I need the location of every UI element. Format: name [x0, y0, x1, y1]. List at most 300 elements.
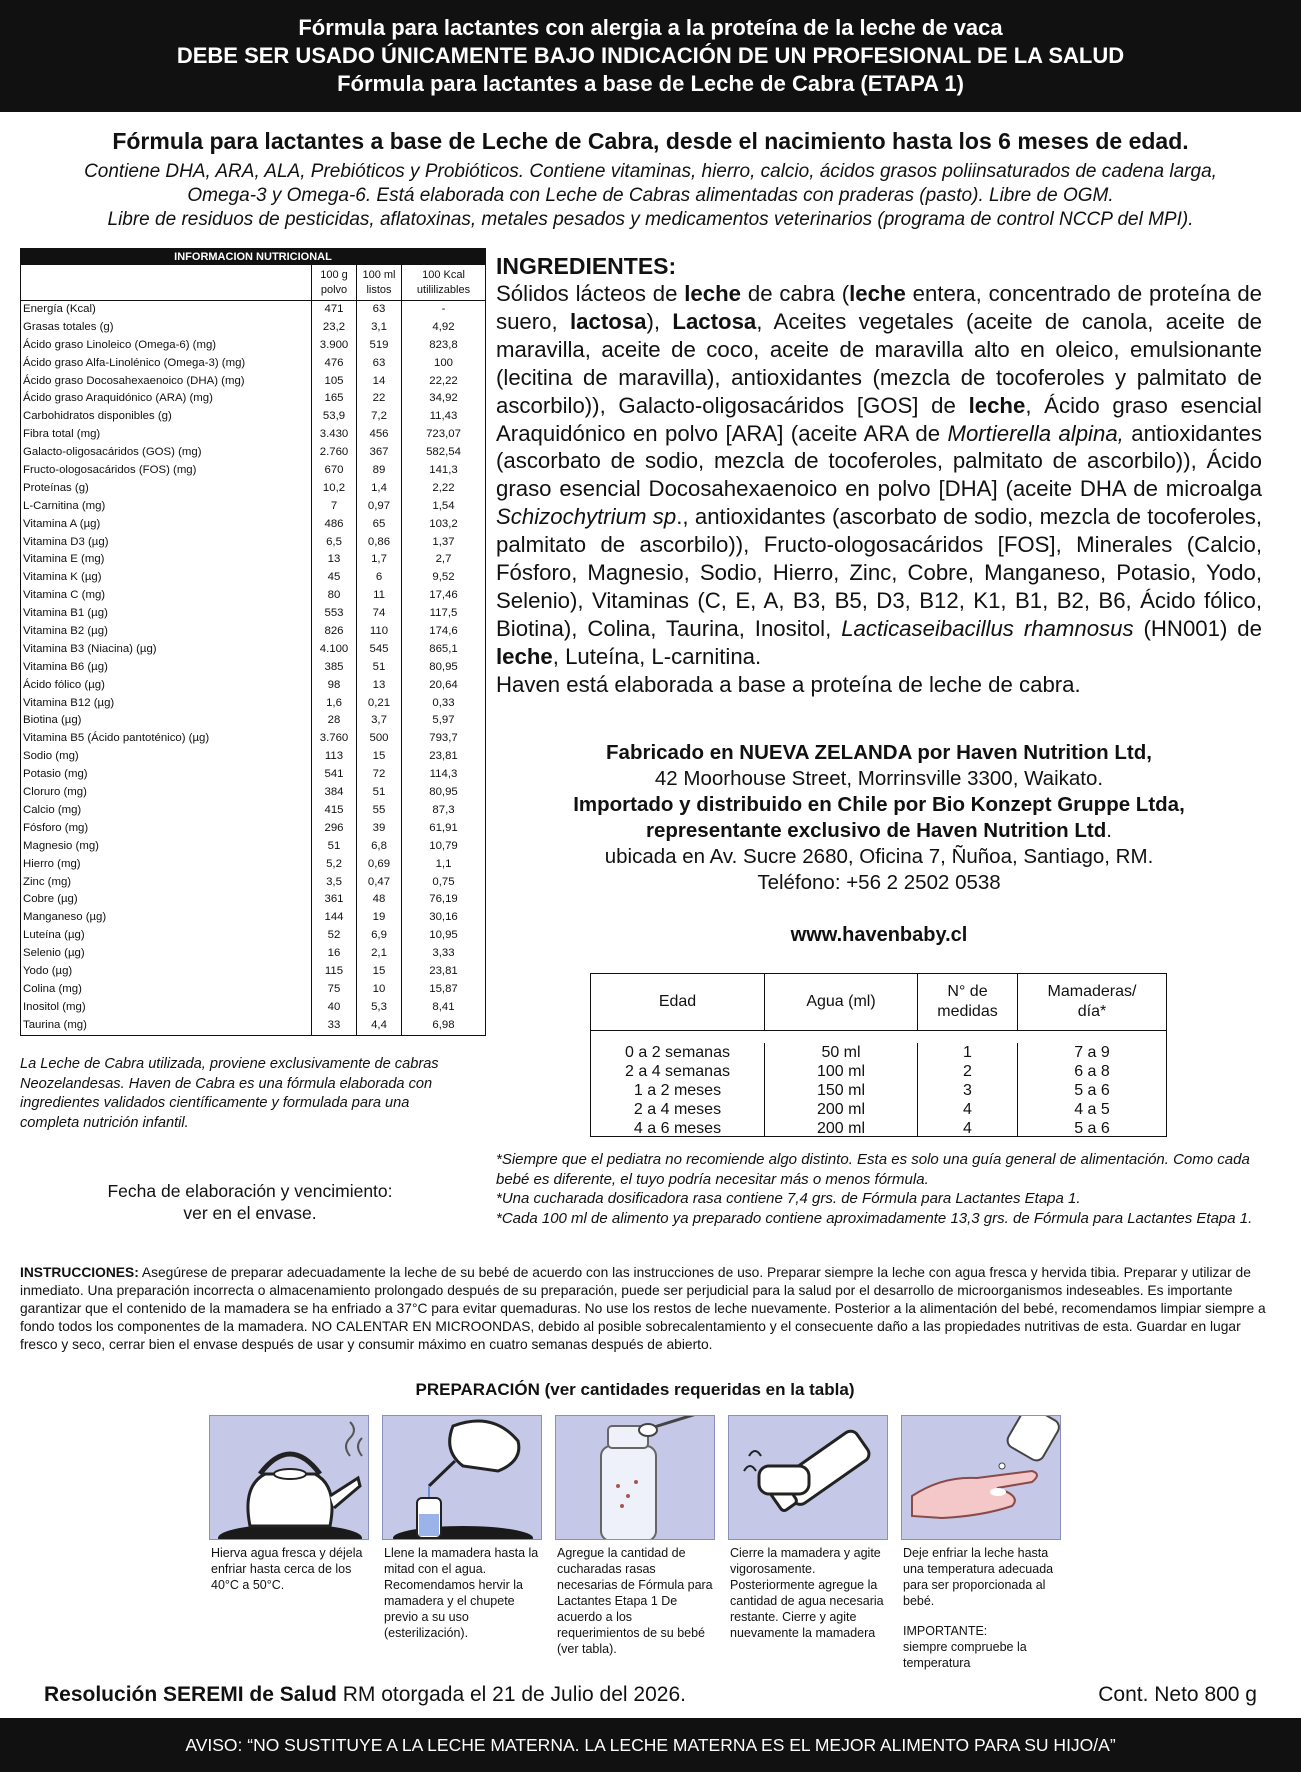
water-cell: 150 ml	[816, 1082, 866, 1099]
age-cell: 0 a 2 semanas	[625, 1044, 730, 1061]
species-name: Schizochytrium sp	[496, 504, 677, 530]
per-100g-value: 415	[311, 802, 356, 820]
nutrition-row	[21, 784, 485, 802]
nutrition-row	[21, 301, 485, 319]
kettle-icon	[210, 1416, 369, 1540]
per-100g-value: 670	[311, 462, 356, 480]
allergen-milk: leche	[849, 281, 906, 306]
per-100ml-value: 5,3	[356, 999, 401, 1017]
per-100kcal-value: 10,79	[401, 838, 485, 856]
ingredients-footer: Haven está elaborada a base a proteína de leche de cabra.	[496, 671, 1081, 697]
nutrient-name: Vitamina C (mg)	[23, 589, 106, 602]
nutrient-name: Vitamina K (µg)	[23, 571, 102, 584]
per-100g-value: 476	[311, 355, 356, 373]
per-100kcal-value: 20,64	[401, 677, 485, 695]
per-100g-header: 100 g polvo	[311, 265, 356, 300]
ingredients-part: ., antioxidantes (ascorbato de sodio, mezcla de tocoferoles, palmitato de ascorbilo)), Fructo-ologosacáridos [FOS], Minerales (Calcio, Fósforo, Magnesio, Sodio, Hierro, Zinc, Cobre, Manganeso, Potasio, Yodo, Selenio), Vitaminas (C, E, A, B3, B5, D3, B12, K1, B1, B2, B6, Ácido fólico, Biotina), Colina, Taurina, Inositol,	[496, 504, 1262, 641]
nutrition-row	[21, 551, 485, 569]
ingredients-part: (HN001) de	[1133, 615, 1262, 641]
step-3-illustration	[555, 1415, 715, 1540]
nutrition-row	[21, 766, 485, 784]
nutrient-header	[21, 265, 311, 300]
instructions-label: INSTRUCCIONES:	[20, 1265, 139, 1280]
nutrient-name: Taurina (mg)	[23, 1018, 87, 1031]
per-100ml-value: 6,8	[356, 838, 401, 856]
per-100kcal-value: 5,97	[401, 712, 485, 730]
nutrient-name: Vitamina B2 (µg)	[23, 625, 108, 638]
nutrition-table	[20, 248, 486, 1036]
per-100ml-value: 6,9	[356, 927, 401, 945]
per-100kcal-value: 22,22	[401, 373, 485, 391]
nutrient-name: Vitamina B1 (µg)	[23, 607, 108, 620]
shake-bottle-icon	[729, 1416, 888, 1540]
step-3-text: Agregue la cantidad de cucharadas rasas necesarias de Fórmula para Lactantes Etapa 1 De acuerdo a los requerimientos de su bebé (ver tabla).	[557, 1546, 713, 1656]
per-100g-value: 486	[311, 516, 356, 534]
scoops-header	[917, 974, 1017, 1030]
per-100ml-value: 1,7	[356, 551, 401, 569]
per-100g-value: 23,2	[311, 319, 356, 337]
nutrition-row	[21, 927, 485, 945]
per-100kcal-value: 1,1	[401, 856, 485, 874]
per-100g-value: 5,2	[311, 856, 356, 874]
nutrient-name: Vitamina B5 (Ácido pantoténico) (µg)	[23, 732, 210, 745]
nutrient-name: Yodo (µg)	[23, 964, 73, 977]
per-100kcal-value: 61,91	[401, 820, 485, 838]
per-100g-value: 826	[311, 623, 356, 641]
scoops-cell: 2	[963, 1063, 972, 1080]
nutrition-row	[21, 605, 485, 623]
nutrient-name: Sodio (mg)	[23, 750, 79, 763]
per-100kcal-value: 23,81	[401, 963, 485, 981]
allergen-lactose: lactosa	[570, 308, 647, 334]
allergen-milk: leche	[684, 281, 742, 306]
water-header: Agua (ml)	[764, 974, 917, 1030]
per-100ml-value: 74	[356, 605, 401, 623]
per-100ml-value: 51	[356, 659, 401, 677]
step-5-main: Deje enfriar la leche hasta una temperatura adecuada para ser proporcionada al bebé.	[903, 1546, 1054, 1608]
nutrition-row	[21, 838, 485, 856]
per-100kcal-value: 2,7	[401, 551, 485, 569]
ingredients-part: antioxidantes (ascorbato de sodio, mezcla de tocoferoles, palmitato de ascorbilo)), Ácido graso esencial Docosahexaenoico en polvo [DHA] (aceite DHA de microalga	[496, 420, 1262, 502]
nutrition-row	[21, 945, 485, 963]
nutrient-name: Magnesio (mg)	[23, 839, 99, 852]
banner-line-3: Fórmula para lactantes a base de Leche de Cabra (ETAPA 1)	[337, 71, 964, 96]
per-100ml-value: 500	[356, 730, 401, 748]
per-100g-value: 80	[311, 587, 356, 605]
nutrient-name: Vitamina B3 (Niacina) (µg)	[23, 642, 157, 655]
nutrition-row	[21, 874, 485, 892]
per-100ml-value: 456	[356, 426, 401, 444]
website-link[interactable]: www.havenbaby.cl	[790, 924, 968, 946]
per-100g-value: 16	[311, 945, 356, 963]
per-100kcal-value: 30,16	[401, 909, 485, 927]
bottles-cell: 6 a 8	[1074, 1063, 1110, 1080]
step-2-text: Llene la mamadera hasta la mitad con el agua. Recomendamos hervir la mamadera y el chupete previo a su uso (esterilización).	[384, 1546, 539, 1640]
per-100ml-value: 15	[356, 748, 401, 766]
scoops-cell: 4	[963, 1101, 972, 1118]
nutrition-row	[21, 337, 485, 355]
per-100ml-value: 39	[356, 820, 401, 838]
dosage-table	[590, 973, 1167, 1137]
product-description	[0, 160, 1301, 232]
nutrient-name: Ácido graso Alfa-Linolénico (Omega-3) (mg)	[23, 356, 246, 369]
per-100g-value: 3.900	[311, 337, 356, 355]
per-100g-value: 144	[311, 909, 356, 927]
nutrient-name: Vitamina A (µg)	[23, 517, 101, 530]
water-column	[764, 1043, 917, 1137]
per-100ml-value: 519	[356, 337, 401, 355]
per-100g-value: 384	[311, 784, 356, 802]
nutrient-name: Manganeso (µg)	[23, 911, 107, 924]
banner-line-1: Fórmula para lactantes con alergia a la proteína de la leche de vaca	[298, 15, 1003, 40]
per-100kcal-value: 1,37	[401, 534, 485, 552]
phone-number: Teléfono: +56 2 2502 0538	[757, 871, 1001, 894]
per-100kcal-value: 823,8	[401, 337, 485, 355]
per-100kcal-value: 117,5	[401, 605, 485, 623]
bottom-warning-banner: AVISO: “NO SUSTITUYE A LA LECHE MATERNA. LA LECHE MATERNA ES EL MEJOR ALIMENTO PARA SU HIJO/A”	[0, 1718, 1301, 1772]
description-line-1: Contiene DHA, ARA, ALA, Prebióticos y Probióticos. Contiene vitaminas, hierro, calcio, ácidos grasos poliinsaturados de cadena larga,	[84, 161, 1217, 182]
manufacturer-info	[496, 740, 1262, 896]
step-5-illustration	[901, 1415, 1061, 1540]
species-name: Lacticaseibacillus rhamnosus	[841, 615, 1134, 641]
per-100kcal-value: 10,95	[401, 927, 485, 945]
per-100kcal-value: 723,07	[401, 426, 485, 444]
per-100ml-value: 63	[356, 301, 401, 319]
nutrition-row	[21, 408, 485, 426]
footnotes	[496, 1150, 1276, 1228]
scoops-column	[917, 1043, 1017, 1137]
per-100kcal-value: 4,92	[401, 319, 485, 337]
water-cell: 200 ml	[816, 1101, 866, 1118]
nutrition-row	[21, 569, 485, 587]
nutrition-row	[21, 963, 485, 981]
per-100g-value: 13	[311, 551, 356, 569]
ingredients-part: , Ácido graso esencial Araquidónico en polvo [ARA] (aceite ARA de	[496, 392, 1262, 446]
per-100kcal-value: -	[401, 301, 485, 319]
per-100g-value: 40	[311, 999, 356, 1017]
per-100ml-header: 100 ml listos	[356, 265, 401, 300]
dosage-table-header	[591, 974, 1166, 1031]
nutrient-name: Selenio (µg)	[23, 947, 85, 960]
nutrition-row	[21, 659, 485, 677]
nutrient-name: Galacto-oligosacáridos (GOS) (mg)	[23, 446, 202, 459]
net-content: Cont. Neto 800 g	[1098, 1683, 1257, 1706]
test-temperature-icon	[902, 1416, 1061, 1540]
nutrition-row	[21, 373, 485, 391]
water-cell: 50 ml	[821, 1044, 861, 1061]
per-100g-value: 7	[311, 498, 356, 516]
manufacturer-address: 42 Moorhouse Street, Morrinsville 3300, Waikato.	[654, 767, 1104, 790]
age-header: Edad	[658, 993, 697, 1010]
per-100ml-value: 14	[356, 373, 401, 391]
importer-line: Importado y distribuido en Chile por Bio Konzept Gruppe Ltda,	[573, 793, 1185, 816]
banner-line-2: DEBE SER USADO ÚNICAMENTE BAJO INDICACIÓN DE UN PROFESIONAL DE LA SALUD	[176, 43, 1125, 68]
per-100ml-value: 4,4	[356, 1017, 401, 1035]
per-100kcal-value: 793,7	[401, 730, 485, 748]
per-100g-value: 53,9	[311, 408, 356, 426]
per-100g-value: 3.430	[311, 426, 356, 444]
per-100ml-value: 10	[356, 981, 401, 999]
nutrition-row	[21, 1017, 485, 1035]
age-cell: 2 a 4 meses	[633, 1101, 722, 1118]
per-100kcal-value: 0,75	[401, 874, 485, 892]
allergen-milk: leche	[968, 392, 1026, 418]
per-100ml-value: 110	[356, 623, 401, 641]
importer-address: ubicada en Av. Sucre 2680, Oficina 7, Ñuñoa, Santiago, RM.	[604, 845, 1154, 868]
nutrient-name: Fósforo (mg)	[23, 821, 89, 834]
nutrition-table-body	[21, 301, 485, 1035]
nutrition-row	[21, 820, 485, 838]
resolution-bold: Resolución SEREMI de Salud	[44, 1683, 337, 1706]
per-100ml-value: 6	[356, 569, 401, 587]
nutrition-row	[21, 534, 485, 552]
per-100kcal-value: 100	[401, 355, 485, 373]
nutrition-row	[21, 390, 485, 408]
per-100g-value: 10,2	[311, 480, 356, 498]
per-100ml-value: 48	[356, 891, 401, 909]
per-100kcal-value: 174,6	[401, 623, 485, 641]
nutrition-row	[21, 677, 485, 695]
per-100kcal-value: 114,3	[401, 766, 485, 784]
nutrition-row	[21, 641, 485, 659]
per-100g-value: 51	[311, 838, 356, 856]
ingredients-part: , Luteína, L-carnitina.	[552, 643, 762, 669]
nutrient-name: Cloruro (mg)	[23, 786, 87, 799]
nutrition-row	[21, 856, 485, 874]
nutrition-row	[21, 480, 485, 498]
nutrient-name: Vitamina E (mg)	[23, 553, 105, 566]
per-100ml-value: 89	[356, 462, 401, 480]
per-100ml-value: 55	[356, 802, 401, 820]
add-powder-icon	[556, 1416, 715, 1540]
per-100ml-value: 0,69	[356, 856, 401, 874]
nutrition-row	[21, 712, 485, 730]
per-100kcal-value: 2,22	[401, 480, 485, 498]
dates-line-2: ver en el envase.	[183, 1203, 317, 1223]
nutrition-row	[21, 748, 485, 766]
dates-line-1: Fecha de elaboración y vencimiento:	[107, 1181, 393, 1201]
allergen-milk: leche	[496, 643, 553, 669]
footnote-2: *Una cucharada dosificadora rasa contiene 7,4 grs. de Fórmula para Lactantes Etapa 1.	[496, 1190, 1081, 1207]
step-1-text: Hierva agua fresca y déjela enfriar hasta cerca de los 40°C a 50°C.	[211, 1546, 363, 1592]
per-100ml-value: 367	[356, 444, 401, 462]
per-100ml-value: 72	[356, 766, 401, 784]
ingredients-part: Sólidos lácteos de	[496, 281, 685, 306]
nutrient-name: Cobre (µg)	[23, 893, 78, 906]
nutrition-row	[21, 498, 485, 516]
goat-milk-note: La Leche de Cabra utilizada, proviene exclusivamente de cabras Neozelandesas. Haven de Cabra es una fórmula elaborada con ingredientes validados científicamente y formulada para una completa nutrición infantil.	[20, 1056, 439, 1131]
per-100g-value: 1,6	[311, 695, 356, 713]
per-100ml-value: 0,21	[356, 695, 401, 713]
description-line-2: Omega-3 y Omega-6. Está elaborada con Leche de Cabras alimentadas con praderas (pasto). Libre de OGM.	[187, 185, 1114, 206]
pour-water-icon	[383, 1416, 542, 1540]
bottles-cell: 7 a 9	[1074, 1044, 1110, 1061]
resolution-rest: RM otorgada el 21 de Julio del 2026.	[336, 1683, 686, 1706]
per-100kcal-header: 100 Kcal utililizables	[401, 265, 485, 300]
per-100g-value: 113	[311, 748, 356, 766]
nutrition-row	[21, 462, 485, 480]
per-100g-value: 541	[311, 766, 356, 784]
species-name: Mortierella alpina,	[947, 420, 1124, 446]
per-100kcal-value: 1,54	[401, 498, 485, 516]
per-100ml-value: 51	[356, 784, 401, 802]
per-100ml-value: 7,2	[356, 408, 401, 426]
scoops-header-line-2: medidas	[937, 1003, 998, 1020]
per-100g-value: 3.760	[311, 730, 356, 748]
per-100ml-value: 22	[356, 390, 401, 408]
per-100kcal-value: 17,46	[401, 587, 485, 605]
per-100g-value: 28	[311, 712, 356, 730]
per-100kcal-value: 15,87	[401, 981, 485, 999]
per-100ml-value: 0,47	[356, 874, 401, 892]
per-100kcal-value: 76,19	[401, 891, 485, 909]
step-4-text: Cierre la mamadera y agite vigorosamente. Posteriormente agregue la cantidad de agua necesaria restante. Cierre y agite nuevamente la mamadera	[730, 1546, 884, 1640]
age-cell: 4 a 6 meses	[633, 1120, 722, 1137]
step-5-text	[903, 1545, 1063, 1671]
per-100g-value: 361	[311, 891, 356, 909]
per-100g-value: 105	[311, 373, 356, 391]
bottles-column	[1017, 1043, 1166, 1137]
ingredients-text	[496, 280, 1262, 699]
per-100ml-value: 1,4	[356, 480, 401, 498]
nutrient-name: Vitamina B12 (µg)	[23, 696, 115, 709]
per-100kcal-value: 141,3	[401, 462, 485, 480]
nutrition-row	[21, 516, 485, 534]
nutrient-name: Ácido graso Linoleico (Omega-6) (mg)	[23, 338, 217, 351]
ingredients-part: ),	[646, 308, 673, 334]
instructions	[20, 1264, 1280, 1354]
nutrient-name: Zinc (mg)	[23, 875, 72, 888]
per-100g-value: 45	[311, 569, 356, 587]
bottles-header-line-1: Mamaderas/	[1047, 983, 1137, 1000]
scoops-cell: 3	[963, 1082, 972, 1099]
nutrition-row	[21, 695, 485, 713]
scoops-cell: 4	[963, 1120, 972, 1137]
per-100g-value: 3,5	[311, 874, 356, 892]
step-4-illustration	[728, 1415, 888, 1540]
preparation-title: PREPARACIÓN (ver cantidades requeridas en la tabla)	[415, 1380, 855, 1399]
nutrient-name: Vitamina D3 (µg)	[23, 535, 109, 548]
per-100g-value: 75	[311, 981, 356, 999]
nutrition-table-title: INFORMACION NUTRICIONAL	[21, 249, 485, 265]
per-100kcal-value: 0,33	[401, 695, 485, 713]
step-2-illustration	[382, 1415, 542, 1540]
water-cell: 200 ml	[816, 1120, 866, 1137]
per-100ml-value: 2,1	[356, 945, 401, 963]
per-100ml-value: 11	[356, 587, 401, 605]
top-banner	[0, 0, 1301, 112]
dosage-table-body	[591, 1031, 1166, 1137]
per-100kcal-value: 23,81	[401, 748, 485, 766]
per-100ml-value: 13	[356, 677, 401, 695]
age-column	[591, 1043, 764, 1137]
dates-note	[60, 1180, 440, 1224]
per-100g-value: 52	[311, 927, 356, 945]
ingredients-part: de cabra (	[741, 281, 850, 306]
per-100g-value: 33	[311, 1017, 356, 1035]
bottles-header	[1017, 974, 1166, 1030]
nutrition-row	[21, 426, 485, 444]
nutrition-row	[21, 587, 485, 605]
manufacturer-line: Fabricado en NUEVA ZELANDA por Haven Nutrition Ltd,	[606, 741, 1152, 764]
nutrition-row	[21, 802, 485, 820]
allergen-lactose: Lactosa	[672, 308, 757, 334]
per-100g-value: 98	[311, 677, 356, 695]
per-100ml-value: 0,97	[356, 498, 401, 516]
product-headline: Fórmula para lactantes a base de Leche de Cabra, desde el nacimiento hasta los 6 meses de edad.	[112, 128, 1189, 154]
per-100kcal-value: 11,43	[401, 408, 485, 426]
per-100ml-value: 19	[356, 909, 401, 927]
per-100ml-value: 63	[356, 355, 401, 373]
nutrient-name: Inositol (mg)	[23, 1000, 86, 1013]
nutrient-name: Fibra total (mg)	[23, 428, 101, 441]
per-100kcal-value: 87,3	[401, 802, 485, 820]
nutrition-row	[21, 730, 485, 748]
per-100ml-value: 15	[356, 963, 401, 981]
age-cell: 1 a 2 meses	[633, 1082, 722, 1099]
resolution-note	[44, 1683, 686, 1707]
nutrient-name: Vitamina B6 (µg)	[23, 660, 108, 673]
per-100kcal-value: 582,54	[401, 444, 485, 462]
step-1-illustration	[209, 1415, 369, 1540]
nutrition-row	[21, 444, 485, 462]
per-100g-value: 385	[311, 659, 356, 677]
nutrient-name: Luteína (µg)	[23, 929, 85, 942]
per-100g-value: 4.100	[311, 641, 356, 659]
nutrient-name: Grasas totales (g)	[23, 320, 114, 333]
nutrition-row	[21, 999, 485, 1017]
representative-line: representante exclusivo de Haven Nutrition Ltd	[646, 819, 1107, 842]
nutrient-name: Biotina (µg)	[23, 714, 82, 727]
nutrient-name: Fructo-ologosacáridos (FOS) (mg)	[23, 464, 197, 477]
per-100ml-value: 65	[356, 516, 401, 534]
per-100kcal-value: 34,92	[401, 390, 485, 408]
per-100kcal-value: 80,95	[401, 784, 485, 802]
scoops-header-line-1: N° de	[947, 983, 988, 1000]
step-5-note-text: siempre compruebe la temperatura	[903, 1640, 1027, 1670]
ingredients-title: INGREDIENTES:	[496, 253, 677, 279]
nutrition-row	[21, 623, 485, 641]
per-100kcal-value: 80,95	[401, 659, 485, 677]
per-100g-value: 6,5	[311, 534, 356, 552]
per-100g-value: 115	[311, 963, 356, 981]
ingredients-part: , Aceites vegetales (aceite de canola, aceite de maravilla, aceite de coco, aceite de maravilla alto en oleico, emulsionante (lecitina de maravilla), antioxidantes (mezcla de tocoferoles y palmitato de ascorbilo)), Galacto-oligosacáridos [GOS] de	[496, 308, 1263, 418]
per-100kcal-value: 8,41	[401, 999, 485, 1017]
age-cell: 2 a 4 semanas	[625, 1063, 730, 1080]
nutrient-name: Hierro (mg)	[23, 857, 81, 870]
nutrient-name: Potasio (mg)	[23, 768, 88, 781]
per-100kcal-value: 103,2	[401, 516, 485, 534]
per-100g-value: 471	[311, 301, 356, 319]
step-5-note-label: IMPORTANTE:	[903, 1624, 988, 1638]
per-100ml-value: 3,1	[356, 319, 401, 337]
per-100g-value: 553	[311, 605, 356, 623]
per-100ml-value: 545	[356, 641, 401, 659]
bottles-cell: 4 a 5	[1074, 1101, 1110, 1118]
nutrient-name: L-Carnitina (mg)	[23, 499, 106, 512]
nutrient-name: Energía (Kcal)	[23, 303, 96, 315]
nutrient-name: Ácido graso Araquidónico (ARA) (mg)	[23, 392, 213, 405]
representative-line-end: .	[1106, 819, 1112, 842]
footnote-1: *Siempre que el pediatra no recomiende algo distinto. Esta es solo una guía general de alimentación. Como cada bebé es diferente, el tuyo podría necesitar más o menos fórmula.	[496, 1151, 1250, 1188]
footnote-3: *Cada 100 ml de alimento ya preparado contiene aproximadamente 13,3 grs. de Fórmula para Lactantes Etapa 1.	[496, 1209, 1253, 1227]
per-100kcal-value: 6,98	[401, 1017, 485, 1035]
nutrition-row	[21, 891, 485, 909]
nutrition-row	[21, 355, 485, 373]
per-100kcal-value: 3,33	[401, 945, 485, 963]
nutrient-name: Colina (mg)	[23, 982, 82, 995]
per-100ml-value: 3,7	[356, 712, 401, 730]
